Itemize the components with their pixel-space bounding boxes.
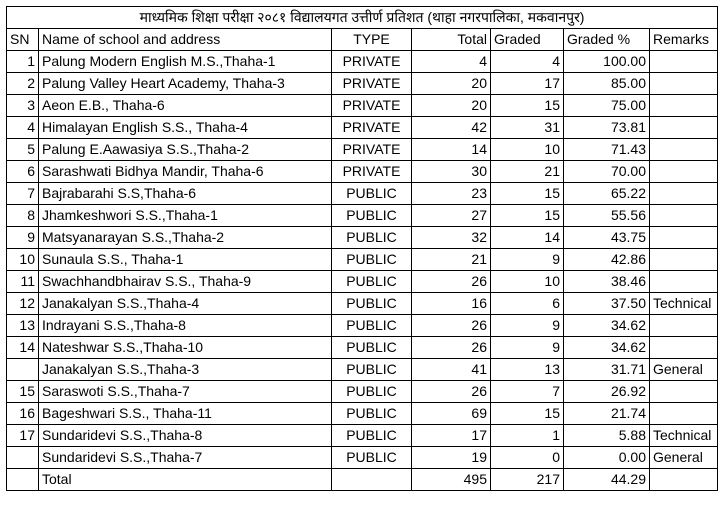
header-type: TYPE	[332, 29, 412, 51]
table-row	[7, 315, 718, 337]
cell-type: PUBLIC	[332, 403, 412, 425]
cell-sn	[7, 469, 39, 491]
table-row	[7, 117, 718, 139]
cell-graded-pct: 85.00	[564, 73, 650, 95]
cell-type: PRIVATE	[332, 73, 412, 95]
cell-remarks	[650, 403, 718, 425]
cell-graded: 31	[491, 117, 564, 139]
table-row	[7, 359, 718, 381]
table-row	[7, 337, 718, 359]
cell-school-name: Janakalyan S.S.,Thaha-4	[39, 293, 332, 315]
cell-type: PUBLIC	[332, 315, 412, 337]
table-title: माध्यमिक शिक्षा परीक्षा २०८१ विद्यालयगत उत्तीर्ण प्रतिशत (थाहा नगरपालिका, मकवानपुर)	[7, 7, 718, 29]
spreadsheet	[6, 6, 717, 491]
cell-school-name: Bageshwari S.S., Thaha-11	[39, 403, 332, 425]
cell-total: 26	[412, 381, 491, 403]
cell-graded-pct: 65.22	[564, 183, 650, 205]
cell-graded: 14	[491, 227, 564, 249]
cell-remarks	[650, 271, 718, 293]
cell-school-name: Palung Modern English M.S.,Thaha-1	[39, 51, 332, 73]
cell-total: 42	[412, 117, 491, 139]
cell-sn: 5	[7, 139, 39, 161]
results-table	[6, 6, 718, 491]
cell-sn: 12	[7, 293, 39, 315]
cell-graded: 9	[491, 315, 564, 337]
cell-remarks: Technical	[650, 293, 718, 315]
cell-remarks	[650, 469, 718, 491]
cell-graded-pct: 5.88	[564, 425, 650, 447]
cell-type: PRIVATE	[332, 139, 412, 161]
cell-sn: 2	[7, 73, 39, 95]
cell-total: 26	[412, 271, 491, 293]
cell-type: PUBLIC	[332, 359, 412, 381]
cell-remarks	[650, 95, 718, 117]
cell-graded-pct: 71.43	[564, 139, 650, 161]
cell-sn: 13	[7, 315, 39, 337]
totals-label: Total	[39, 469, 332, 491]
cell-type: PRIVATE	[332, 161, 412, 183]
cell-graded: 13	[491, 359, 564, 381]
totals-row	[7, 469, 718, 491]
cell-remarks	[650, 139, 718, 161]
cell-sn	[7, 359, 39, 381]
header-row	[7, 29, 718, 51]
cell-type: PUBLIC	[332, 425, 412, 447]
cell-graded-pct: 26.92	[564, 381, 650, 403]
cell-sn: 8	[7, 205, 39, 227]
cell-sn: 6	[7, 161, 39, 183]
cell-graded-pct: 38.46	[564, 271, 650, 293]
cell-school-name: Indrayani S.S.,Thaha-8	[39, 315, 332, 337]
cell-remarks: General	[650, 359, 718, 381]
cell-graded: 15	[491, 403, 564, 425]
cell-remarks	[650, 73, 718, 95]
cell-school-name: Palung E.Aawasiya S.S.,Thaha-2	[39, 139, 332, 161]
cell-school-name: Himalayan English S.S., Thaha-4	[39, 117, 332, 139]
cell-total: 21	[412, 249, 491, 271]
table-row	[7, 139, 718, 161]
cell-school-name: Palung Valley Heart Academy, Thaha-3	[39, 73, 332, 95]
cell-graded-pct: 100.00	[564, 51, 650, 73]
header-graded-pct: Graded %	[564, 29, 650, 51]
cell-graded: 15	[491, 205, 564, 227]
table-row	[7, 249, 718, 271]
table-row	[7, 425, 718, 447]
cell-graded-pct: 21.74	[564, 403, 650, 425]
cell-sn: 4	[7, 117, 39, 139]
cell-sn: 17	[7, 425, 39, 447]
table-row	[7, 95, 718, 117]
cell-sn: 15	[7, 381, 39, 403]
cell-sn: 7	[7, 183, 39, 205]
cell-total: 32	[412, 227, 491, 249]
cell-school-name: Nateshwar S.S.,Thaha-10	[39, 337, 332, 359]
cell-school-name: Saraswoti S.S.,Thaha-7	[39, 381, 332, 403]
cell-remarks	[650, 51, 718, 73]
cell-graded-pct: 73.81	[564, 117, 650, 139]
table-row	[7, 293, 718, 315]
cell-total: 16	[412, 293, 491, 315]
cell-graded: 0	[491, 447, 564, 469]
cell-type: PUBLIC	[332, 205, 412, 227]
cell-graded: 4	[491, 51, 564, 73]
cell-graded-pct: 75.00	[564, 95, 650, 117]
cell-graded: 6	[491, 293, 564, 315]
table-row	[7, 227, 718, 249]
cell-total: 20	[412, 95, 491, 117]
cell-school-name: Sunaula S.S., Thaha-1	[39, 249, 332, 271]
cell-graded-pct: 31.71	[564, 359, 650, 381]
cell-school-name: Bajrabarahi S.S,Thaha-6	[39, 183, 332, 205]
cell-total: 26	[412, 315, 491, 337]
cell-total: 20	[412, 73, 491, 95]
cell-school-name: Sundaridevi S.S.,Thaha-7	[39, 447, 332, 469]
cell-school-name: Sundaridevi S.S.,Thaha-8	[39, 425, 332, 447]
table-body	[7, 7, 718, 491]
table-row	[7, 271, 718, 293]
cell-sn: 1	[7, 51, 39, 73]
cell-remarks	[650, 249, 718, 271]
cell-sn: 11	[7, 271, 39, 293]
cell-graded: 10	[491, 139, 564, 161]
cell-type: PUBLIC	[332, 271, 412, 293]
cell-graded: 17	[491, 73, 564, 95]
cell-remarks	[650, 337, 718, 359]
cell-graded: 15	[491, 95, 564, 117]
title-row	[7, 7, 718, 29]
cell-remarks: General	[650, 447, 718, 469]
cell-graded: 1	[491, 425, 564, 447]
cell-total: 30	[412, 161, 491, 183]
cell-remarks	[650, 205, 718, 227]
cell-school-name: Sarashwati Bidhya Mandir, Thaha-6	[39, 161, 332, 183]
cell-sn: 14	[7, 337, 39, 359]
cell-graded: 10	[491, 271, 564, 293]
cell-graded: 7	[491, 381, 564, 403]
cell-graded: 9	[491, 337, 564, 359]
table-row	[7, 73, 718, 95]
cell-total: 26	[412, 337, 491, 359]
cell-remarks	[650, 183, 718, 205]
cell-type	[332, 469, 412, 491]
cell-school-name: Jhamkeshwori S.S.,Thaha-1	[39, 205, 332, 227]
cell-type: PUBLIC	[332, 337, 412, 359]
cell-school-name: Janakalyan S.S.,Thaha-3	[39, 359, 332, 381]
cell-graded-pct: 43.75	[564, 227, 650, 249]
cell-graded: 15	[491, 183, 564, 205]
cell-school-name: Swachhandbhairav S.S., Thaha-9	[39, 271, 332, 293]
cell-remarks: Technical	[650, 425, 718, 447]
cell-sn: 9	[7, 227, 39, 249]
cell-school-name: Matsyanarayan S.S.,Thaha-2	[39, 227, 332, 249]
cell-sn: 10	[7, 249, 39, 271]
cell-total: 17	[412, 425, 491, 447]
cell-graded-pct: 0.00	[564, 447, 650, 469]
cell-type: PUBLIC	[332, 227, 412, 249]
cell-type: PUBLIC	[332, 249, 412, 271]
cell-remarks	[650, 117, 718, 139]
cell-total: 23	[412, 183, 491, 205]
table-row	[7, 447, 718, 469]
header-name: Name of school and address	[39, 29, 332, 51]
cell-sn: 3	[7, 95, 39, 117]
cell-school-name: Aeon E.B., Thaha-6	[39, 95, 332, 117]
cell-total: 69	[412, 403, 491, 425]
cell-graded-pct: 55.56	[564, 205, 650, 227]
cell-type: PUBLIC	[332, 293, 412, 315]
table-row	[7, 403, 718, 425]
cell-type: PRIVATE	[332, 95, 412, 117]
cell-type: PRIVATE	[332, 117, 412, 139]
header-remarks: Remarks	[650, 29, 718, 51]
cell-total: 4	[412, 51, 491, 73]
cell-remarks	[650, 381, 718, 403]
cell-graded-pct: 34.62	[564, 315, 650, 337]
cell-sn: 16	[7, 403, 39, 425]
cell-graded: 9	[491, 249, 564, 271]
table-row	[7, 205, 718, 227]
header-graded: Graded	[491, 29, 564, 51]
totals-total: 495	[412, 469, 491, 491]
cell-total: 41	[412, 359, 491, 381]
totals-graded: 217	[491, 469, 564, 491]
cell-type: PUBLIC	[332, 447, 412, 469]
cell-remarks	[650, 161, 718, 183]
header-total: Total	[412, 29, 491, 51]
cell-graded-pct: 37.50	[564, 293, 650, 315]
totals-graded-pct: 44.29	[564, 469, 650, 491]
cell-remarks	[650, 227, 718, 249]
cell-total: 14	[412, 139, 491, 161]
cell-graded: 21	[491, 161, 564, 183]
table-row	[7, 161, 718, 183]
cell-total: 27	[412, 205, 491, 227]
cell-type: PRIVATE	[332, 51, 412, 73]
cell-total: 19	[412, 447, 491, 469]
cell-type: PUBLIC	[332, 183, 412, 205]
table-row	[7, 183, 718, 205]
cell-graded-pct: 42.86	[564, 249, 650, 271]
cell-sn	[7, 447, 39, 469]
header-sn: SN	[7, 29, 39, 51]
cell-remarks	[650, 315, 718, 337]
cell-type: PUBLIC	[332, 381, 412, 403]
table-row	[7, 51, 718, 73]
cell-graded-pct: 34.62	[564, 337, 650, 359]
cell-graded-pct: 70.00	[564, 161, 650, 183]
table-row	[7, 381, 718, 403]
